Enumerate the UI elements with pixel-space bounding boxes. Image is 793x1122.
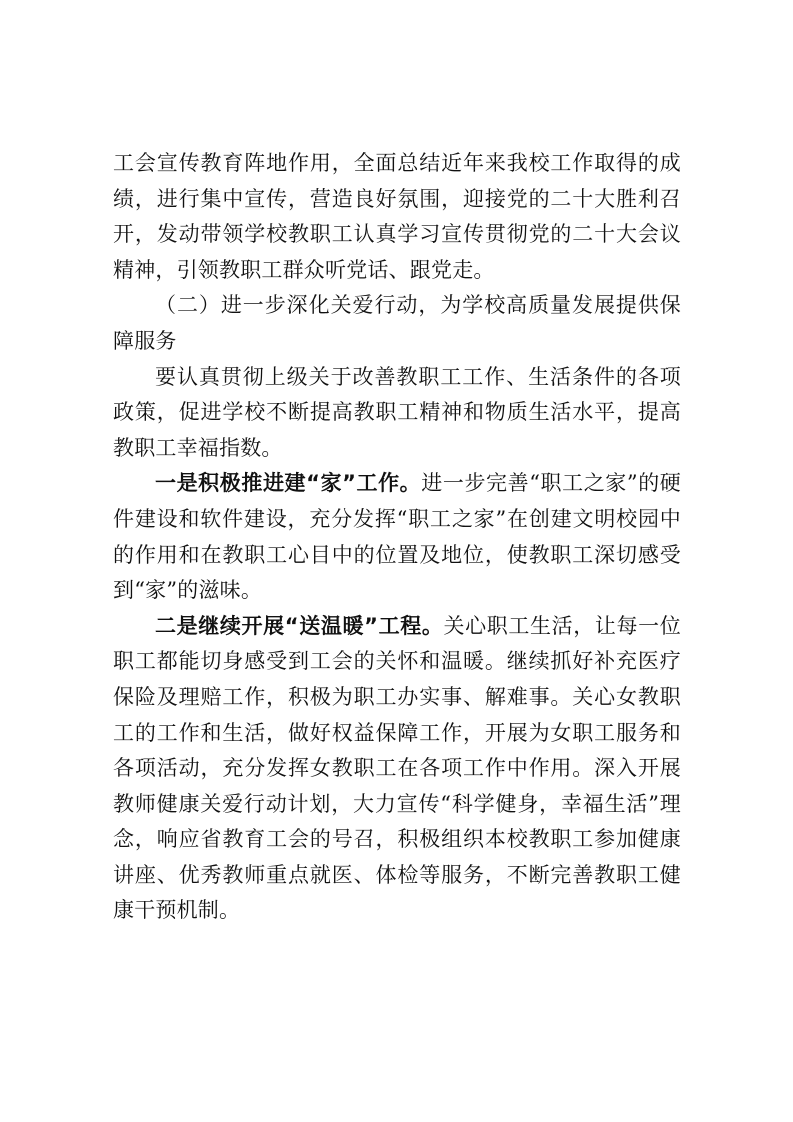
paragraph-home-work [113, 466, 681, 608]
paragraph-warmth-project-lead: 二是继续开展“送温暖”工程。 [155, 613, 444, 638]
section-heading: （二）进一步深化关爱行动，为学校高质量发展提供保障服务 [113, 293, 681, 353]
paragraph-home-work-lead: 一是积极推进建“家”工作。 [155, 471, 422, 496]
paragraph-warmth-project [113, 609, 681, 929]
paragraph-continuation: 工会宣传教育阵地作用，全面总结近年来我校工作取得的成绩，进行集中宣传，营造良好氛围，迎接党的二十大胜利召开，发动带领学校教职工认真学习宣传贯彻党的二十大会议精神，引领教职工群众听党话、跟党走。 [113, 151, 681, 282]
paragraph-policy: 要认真贯彻上级关于改善教职工工作、生活条件的各项政策，促进学校不断提高教职工精神和物质生活水平，提高教职工幸福指数。 [113, 364, 681, 460]
paragraph-home-work-body: 进一步完善“职工之家”的硬件建设和软件建设，充分发挥“职工之家”在创建文明校园中的作用和在教职工心目中的位置及地位，使教职工深切感受到“家”的滋味。 [113, 471, 682, 603]
paragraph-warmth-project-body: 关心职工生活，让每一位职工都能切身感受到工会的关怀和温暖。继续抓好补充医疗保险及理赔工作，积极为职工办实事、解难事。关心女教职工的工作和生活，做好权益保障工作，开展为女职工服务和各项活动，充分发挥女教职工在各项工作中作用。深入开展教师健康关爱行动计划，大力宣传“科学健身，幸福生活”理念，响应省教育工会的号召，积极组织本校教职工参加健康讲座、优秀教师重点就医、体检等服务，不断完善教职工健康干预机制。 [113, 613, 681, 923]
document-body [113, 146, 681, 929]
